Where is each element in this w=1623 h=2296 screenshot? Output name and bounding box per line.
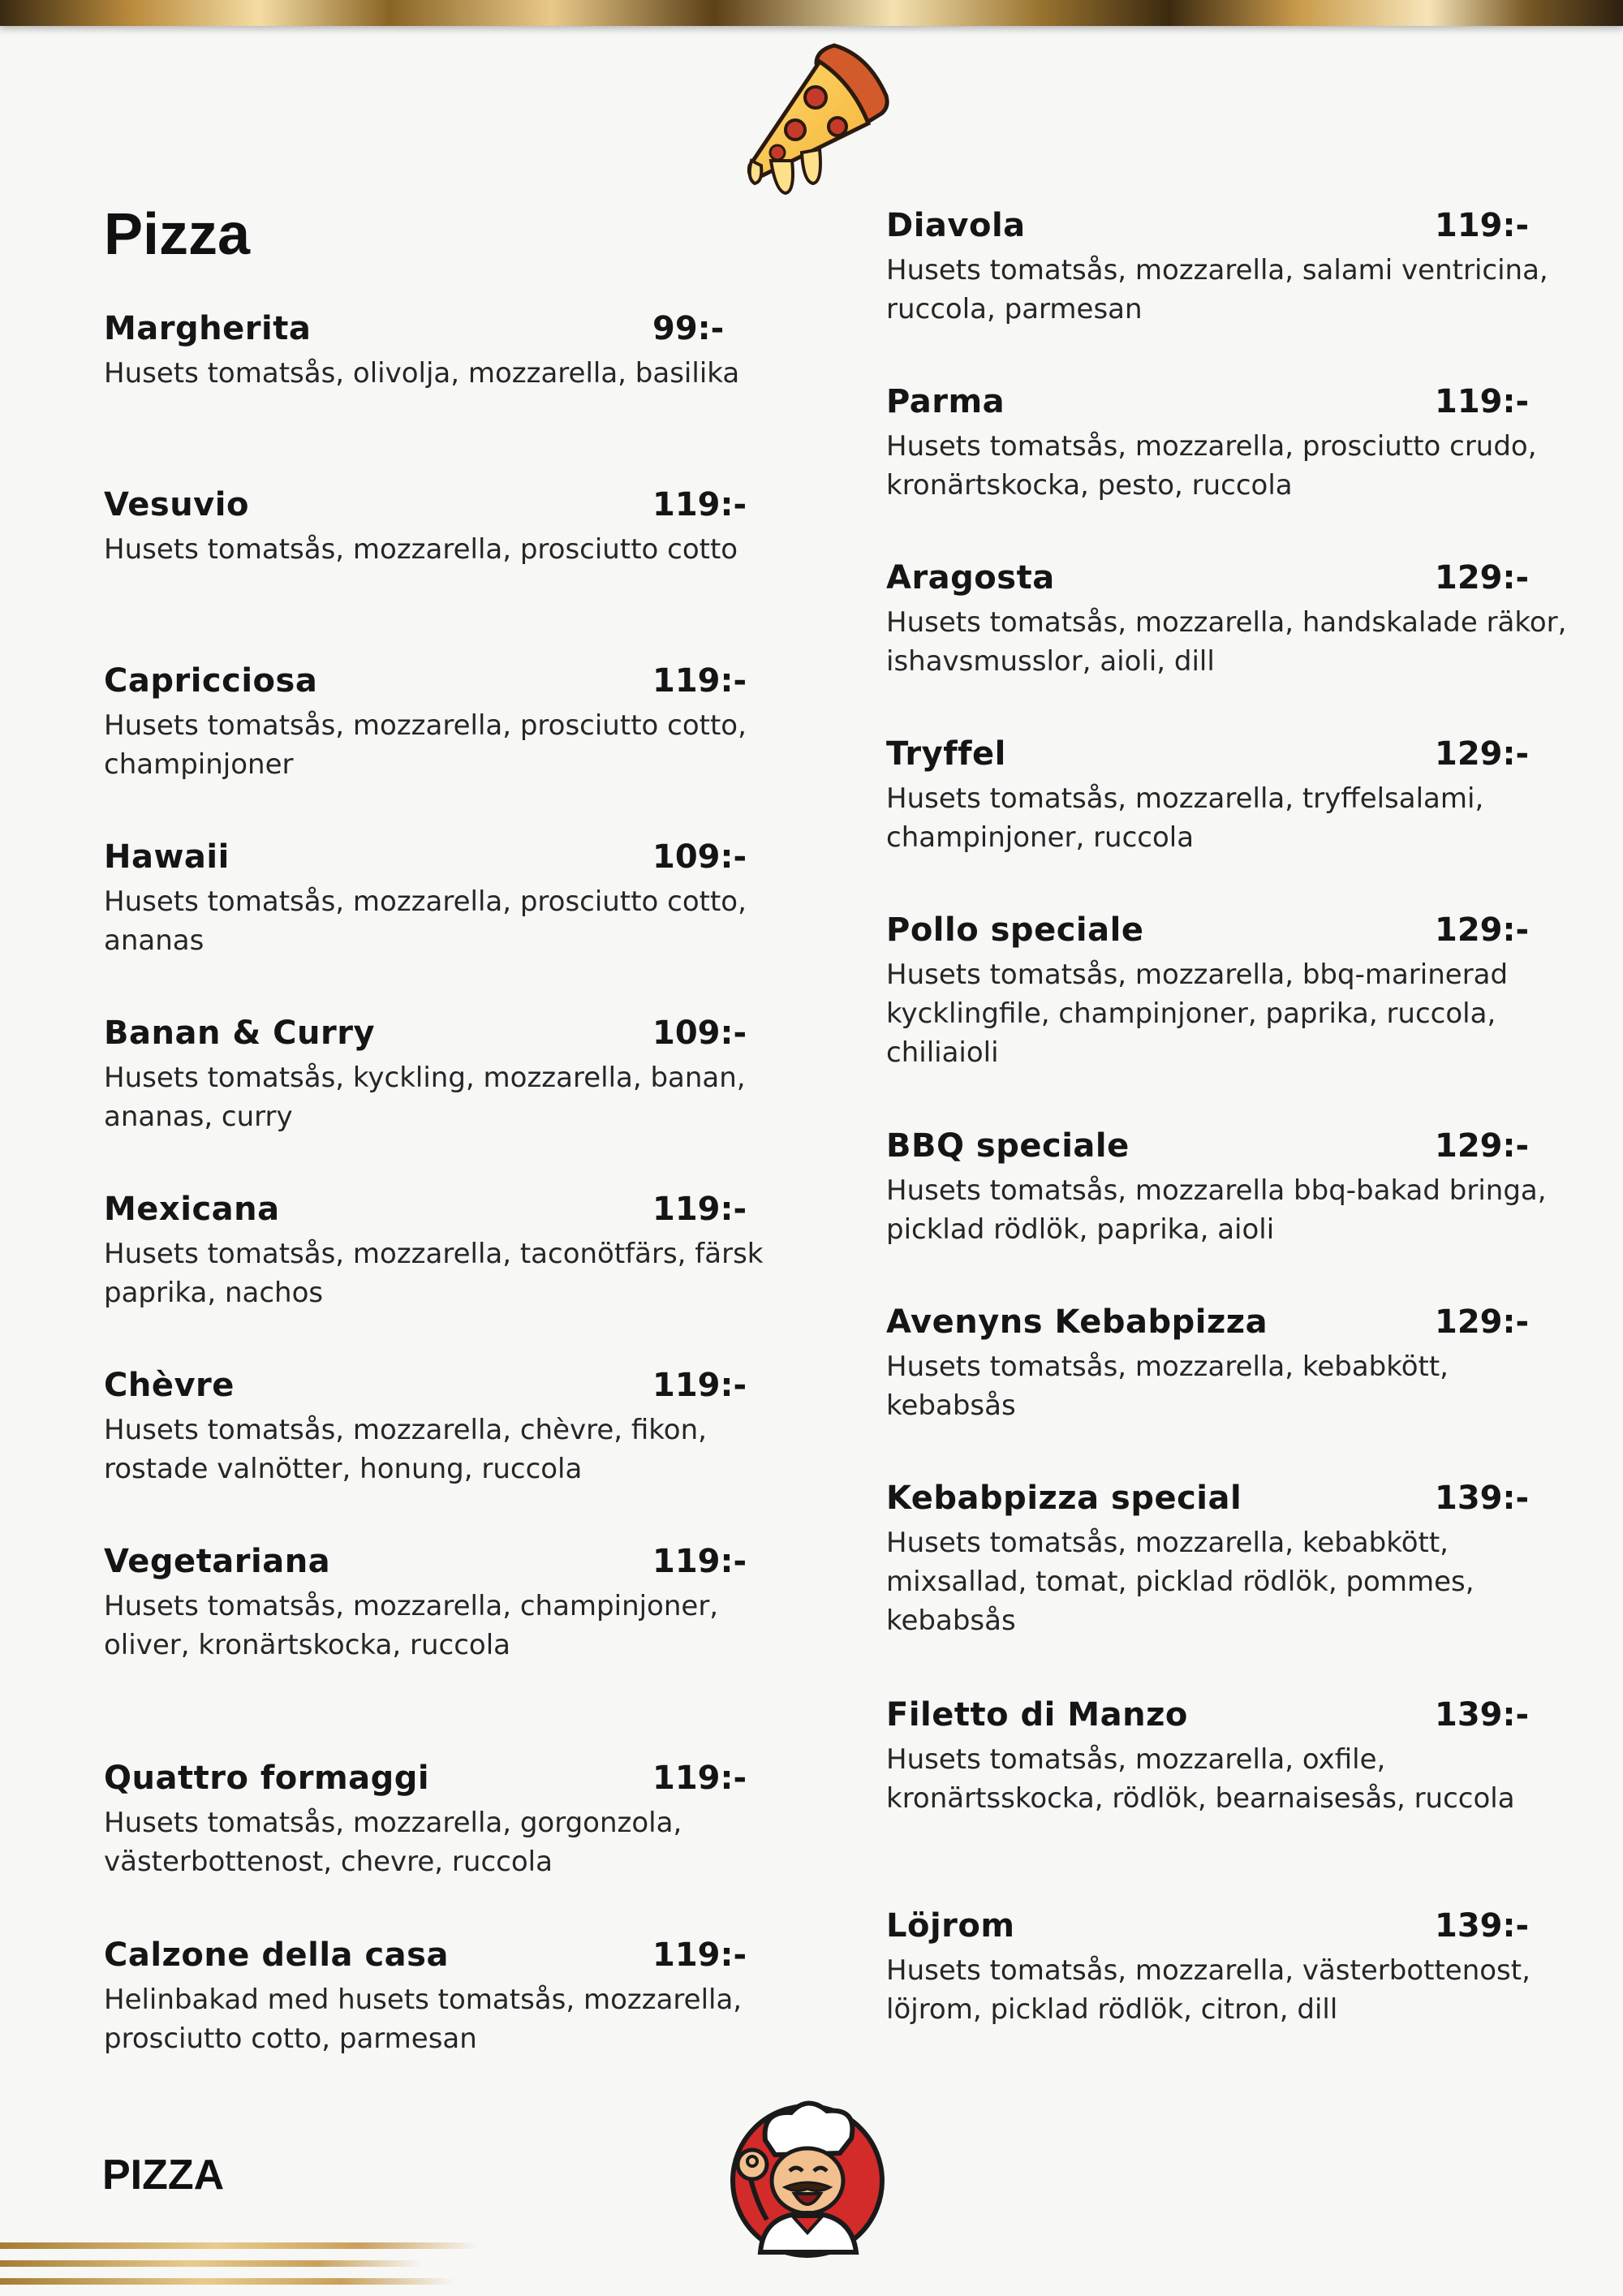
- item-name: Löjrom: [886, 1907, 1015, 1945]
- item-name: Pollo speciale: [886, 911, 1144, 949]
- item-description: Husets tomatsås, mozzarella, chèvre, fikon, rostade valnötter, honung, ruccola: [104, 1414, 707, 1485]
- chef-mascot-icon: [718, 2090, 889, 2260]
- item-price: 119:-: [652, 1543, 747, 1580]
- top-gold-border: [0, 0, 1623, 26]
- item-description: Husets tomatsås, mozzarella, champinjoner, oliver, kronärtskocka, ruccola: [104, 1590, 719, 1661]
- menu-item: [104, 1760, 777, 1881]
- item-name: Vesuvio: [104, 486, 249, 523]
- item-name: Mexicana: [104, 1191, 280, 1228]
- item-name: Calzone della casa: [104, 1936, 449, 1974]
- menu-item: [886, 911, 1568, 1072]
- item-description: Husets tomatsås, mozzarella, salami ventricina, ruccola, parmesan: [886, 254, 1548, 325]
- item-description: Helinbakad med husets tomatsås, mozzarella, prosciutto cotto, parmesan: [104, 1984, 743, 2055]
- item-price: 119:-: [652, 486, 747, 523]
- menu-item: [886, 1907, 1568, 2029]
- item-description: Husets tomatsås, mozzarella, kebabkött, mixsallad, tomat, picklad rödlök, pommes, kebabsås: [886, 1527, 1474, 1637]
- item-price: 119:-: [652, 1191, 747, 1228]
- item-description: Husets tomatsås, mozzarella, taconötfärs, färsk paprika, nachos: [104, 1238, 764, 1309]
- item-description: Husets tomatsås, mozzarella, gorgonzola, västerbottenost, chevre, ruccola: [104, 1807, 682, 1878]
- item-price: 119:-: [1435, 383, 1530, 420]
- item-description: Husets tomatsås, olivolja, mozzarella, basilika: [104, 357, 740, 390]
- item-name: Diavola: [886, 207, 1026, 244]
- item-description: Husets tomatsås, mozzarella, handskalade räkor, ishavsmusslor, aioli, dill: [886, 606, 1567, 678]
- menu-item: [104, 662, 777, 784]
- item-price: 129:-: [1435, 735, 1530, 773]
- item-name: Kebabpizza special: [886, 1480, 1242, 1517]
- item-price: 109:-: [652, 838, 747, 876]
- item-price: 119:-: [652, 1760, 747, 1797]
- menu-item: [886, 735, 1568, 857]
- menu-item: [104, 310, 777, 393]
- item-name: Quattro formaggi: [104, 1760, 430, 1797]
- menu-item: [104, 838, 777, 960]
- item-price: 129:-: [1435, 911, 1530, 949]
- item-price: 129:-: [1435, 1127, 1530, 1165]
- menu-item: [886, 559, 1568, 681]
- item-price: 119:-: [652, 662, 747, 700]
- menu-item: [104, 1191, 777, 1312]
- footer-title: PIZZA: [102, 2152, 225, 2199]
- item-name: Chèvre: [104, 1367, 235, 1404]
- item-name: Filetto di Manzo: [886, 1696, 1188, 1734]
- item-price: 129:-: [1435, 559, 1530, 597]
- item-name: Capricciosa: [104, 662, 318, 700]
- menu-item: [104, 1543, 777, 1665]
- menu-item: [104, 1367, 777, 1488]
- menu-item: [886, 1696, 1568, 1818]
- menu-item: [886, 1127, 1568, 1249]
- item-price: 119:-: [1435, 207, 1530, 244]
- menu-item: [104, 486, 777, 569]
- item-price: 139:-: [1435, 1480, 1530, 1517]
- item-description: Husets tomatsås, mozzarella, prosciutto cotto: [104, 533, 738, 566]
- item-price: 139:-: [1435, 1696, 1530, 1734]
- item-name: Avenyns Kebabpizza: [886, 1303, 1268, 1341]
- menu-item: [886, 383, 1568, 505]
- menu-item: [886, 1303, 1568, 1425]
- menu-item: [886, 1480, 1568, 1640]
- item-name: Banan & Curry: [104, 1014, 376, 1052]
- item-price: 109:-: [652, 1014, 747, 1052]
- item-name: Margherita: [104, 310, 312, 347]
- pizza-slice-icon: [738, 39, 893, 201]
- item-description: Husets tomatsås, mozzarella, bbq-marinerad kycklingfile, champinjoner, paprika, ruccola, chiliaioli: [886, 958, 1509, 1069]
- item-description: Husets tomatsås, mozzarella, prosciutto cotto, champinjoner: [104, 709, 747, 781]
- item-description: Husets tomatsås, mozzarella, prosciutto crudo, kronärtskocka, pesto, ruccola: [886, 430, 1537, 502]
- menu-item: [886, 207, 1568, 329]
- item-price: 99:-: [652, 310, 725, 347]
- item-description: Husets tomatsås, mozzarella bbq-bakad bringa, picklad rödlök, paprika, aioli: [886, 1174, 1547, 1246]
- item-name: Hawaii: [104, 838, 230, 876]
- item-name: Aragosta: [886, 559, 1055, 597]
- menu-item: [104, 1014, 777, 1136]
- menu-item: [104, 1936, 777, 2058]
- item-price: 139:-: [1435, 1907, 1530, 1945]
- item-name: BBQ speciale: [886, 1127, 1130, 1165]
- item-description: Husets tomatsås, kyckling, mozzarella, banan, ananas, curry: [104, 1062, 746, 1133]
- item-description: Husets tomatsås, mozzarella, oxfile, kronärtsskocka, rödlök, bearnaisesås, ruccola: [886, 1743, 1515, 1815]
- item-description: Husets tomatsås, mozzarella, kebabkött, kebabsås: [886, 1350, 1449, 1422]
- item-name: Vegetariana: [104, 1543, 331, 1580]
- item-name: Tryffel: [886, 735, 1006, 773]
- item-description: Husets tomatsås, mozzarella, västerbottenost, löjrom, picklad rödlök, citron, dill: [886, 1954, 1530, 2026]
- item-price: 119:-: [652, 1367, 747, 1404]
- section-title: Pizza: [104, 202, 251, 267]
- item-price: 119:-: [652, 1936, 747, 1974]
- item-description: Husets tomatsås, mozzarella, tryffelsalami, champinjoner, ruccola: [886, 782, 1484, 854]
- item-name: Parma: [886, 383, 1005, 420]
- bottom-gold-stripes: [0, 2231, 479, 2296]
- item-price: 129:-: [1435, 1303, 1530, 1341]
- item-description: Husets tomatsås, mozzarella, prosciutto cotto, ananas: [104, 885, 747, 957]
